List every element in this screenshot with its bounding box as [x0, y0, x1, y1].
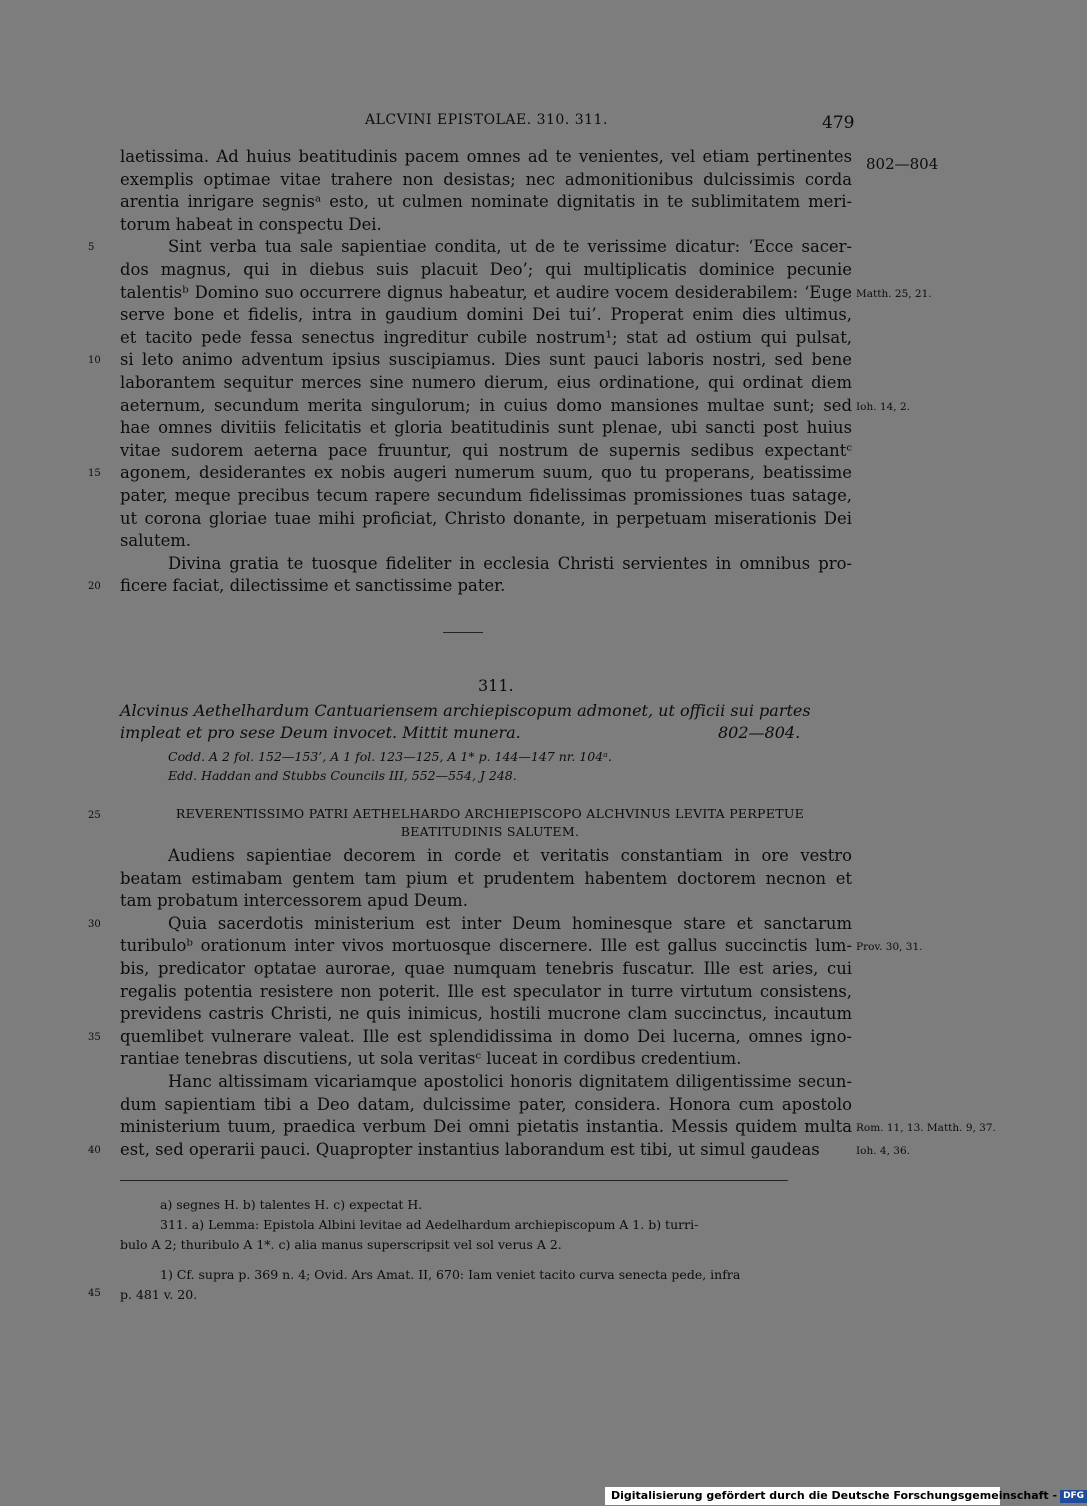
text-line: agonem, desiderantes ex nobis augeri numerum suum, quo tu properans, beatissime [120, 463, 852, 483]
dfg-credit-text: Digitalisierung gefördert durch die Deutsche Forschungsgemeinschaft - [611, 1489, 1058, 1502]
section-divider [443, 632, 483, 633]
text-line: Sint verba tua sale sapientiae condita, ut de te verissime dicatur: ‘Ecce sacer- [168, 237, 852, 257]
text-line: torum habeat in conspectu Dei. [120, 214, 382, 234]
text-line: laborantem sequitur merces sine numero dierum, eius ordinatione, qui ordinat diem [120, 373, 852, 392]
line-number: 40 [88, 1144, 101, 1156]
text-line: rantiae tenebras discutiens, ut sola veritasᶜ luceat in cordibus credentium. [120, 1049, 742, 1069]
text-line: tam probatum intercessorem apud Deum. [120, 891, 468, 911]
page-number: 479 [822, 113, 855, 133]
text-line: aeternum, secundum merita singulorum; in cuius domo mansiones multae sunt; sed [120, 395, 852, 415]
text-line: et tacito pede fessa senectus ingreditur cubile nostrum¹; stat ad ostium qui pulsat, [120, 327, 852, 347]
footnote-rule [120, 1180, 788, 1181]
text-line: Quia sacerdotis ministerium est inter Deum hominesque stare et sanctarum [168, 913, 852, 933]
dfg-credit-bar [605, 1487, 1085, 1505]
margin-reference: Ioh. 14, 2. [856, 400, 910, 413]
text-line: ficere faciat, dilectissime et sanctissime pater. [120, 576, 506, 596]
text-line: est, sed operarii pauci. Quapropter instantius laborandum est tibi, ut simul gaudeas [120, 1139, 820, 1159]
line-number: 10 [88, 355, 101, 367]
footnote-line: p. 481 v. 20. [120, 1287, 198, 1302]
letter-summary-line2 [120, 722, 852, 744]
footnote-line: bulo A 2; thuribulo A 1*. c) alia manus superscripsit vel sol verus A 2. [120, 1237, 562, 1252]
text-line: beatam estimabam gentem tam pium et prudentem habentem doctorem necnon et [120, 868, 852, 888]
margin-dates: 802—804 [866, 155, 939, 173]
line-number: 15 [88, 468, 101, 480]
footnote-line: 311. a) Lemma: Epistola Albini levitae ad Aedelhardum archiepiscopum A 1. b) turri- [160, 1217, 699, 1232]
text-line: quemlibet vulnerare valeat. Ille est splendidissima in domo Dei lucerna, omnes igno- [120, 1026, 852, 1046]
margin-reference: Ioh. 4, 36. [856, 1144, 910, 1157]
letter-summary-line1: Alcvinus Aethelhardum Cantuariensem archiepiscopum admonet, ut officii sui partes [120, 701, 811, 720]
text-line: dum sapientiam tibi a Deo datam, dulcissime pater, considera. Honora cum apostolo [120, 1094, 852, 1114]
running-title: ALCVINI EPISTOLAE. 310. 311. [365, 112, 608, 128]
text-line: arentia inrigare segnisᵃ esto, ut culmen nominate dignitatis in te sublimitatem meri- [120, 192, 852, 212]
line-number: 20 [88, 581, 101, 593]
text-line: Divina gratia te tuosque fideliter in ecclesia Christi servientes in omnibus pro- [168, 553, 852, 573]
letter-summary-dates: 802—804. [718, 723, 801, 742]
text-line: si leto animo adventum ipsius suscipiamus. Dies sunt pauci laboris nostri, sed bene [120, 350, 852, 370]
margin-reference: Matth. 25, 21. [856, 287, 932, 300]
text-line: talentisᵇ Domino suo occurrere dignus habeatur, et audire vocem desiderabilem: ‘Euge [120, 282, 852, 302]
text-line: previdens castris Christi, ne quis inimicus, hostili mucrone clam succinctus, incautum [120, 1004, 852, 1024]
text-line: dos magnus, qui in diebus suis placuit Deo’; qui multiplicatis dominice pecunie [120, 260, 852, 279]
text-line: Hanc altissimam vicariamque apostolici honoris dignitatem diligentissime secun- [168, 1072, 852, 1091]
letter-number: 311. [478, 676, 514, 695]
text-line: salutem. [120, 531, 192, 551]
text-line: serve bone et fidelis, intra in gaudium domini Dei tui’. Properat enim dies ultimus, [120, 305, 852, 325]
editions-note: Edd. Haddan and Stubbs Councils III, 552—554, J 248. [168, 768, 517, 783]
text-line: ut corona gloriae tuae mihi proficiat, Christo donante, in perpetuam miserationis Dei [120, 508, 852, 528]
footnote-line: 1) Cf. supra p. 369 n. 4; Ovid. Ars Amat. II, 670: Iam veniet tacito curva senecta pede, infra [160, 1267, 741, 1282]
line-number: 30 [88, 918, 101, 930]
text-line: exemplis optimae vitae trahere non desistas; nec admonitionibus dulcissimis corda [120, 169, 852, 189]
line-number: 5 [88, 242, 95, 254]
salutation-line1: REVERENTISSIMO PATRI AETHELHARDO ARCHIEPISCOPO ALCHVINUS LEVITA PERPETUE [175, 806, 805, 821]
line-number: 35 [88, 1031, 101, 1043]
margin-reference: Prov. 30, 31. [856, 941, 923, 954]
text-line: laetissima. Ad huius beatitudinis pacem omnes ad te venientes, vel etiam pertinentes [120, 147, 852, 166]
line-number: 45 [88, 1288, 101, 1299]
margin-reference: Rom. 11, 13. Matth. 9, 37. [856, 1122, 996, 1135]
text-line: pater, meque precibus tecum rapere secundum fidelissimas promissiones tuas satage, [120, 486, 852, 505]
codices-note: Codd. A 2 fol. 152—153’, A 1 fol. 123—125, A 1* p. 144—147 nr. 104ᵃ. [168, 749, 612, 764]
footnote-line: a) segnes H. b) talentes H. c) expectat H. [160, 1197, 423, 1212]
letter-summary-text: impleat et pro sese Deum invocet. Mittit munera. [120, 723, 521, 742]
text-line: vitae sudorem aeterna pace fruuntur, qui nostrum de supernis sedibus expectantᶜ [120, 440, 852, 460]
text-line: hae omnes divitiis felicitatis et gloria beatitudinis sunt plenae, ubi sancti post huius [120, 418, 852, 438]
text-line: turibuloᵇ orationum inter vivos mortuosque discernere. Ille est gallus succinctis lum- [120, 936, 852, 956]
line-number: 25 [88, 810, 101, 821]
text-line: bis, predicator optatae aurorae, quae numquam tenebris fuscatur. Ille est aries, cui [120, 959, 852, 978]
text-line: regalis potentia resistere non poterit. Ille est speculator in turre virtutum consistens, [120, 981, 852, 1001]
text-line: Audiens sapientiae decorem in corde et veritatis constantiam in ore vestro [168, 846, 852, 865]
dfg-logo: DFG [1060, 1490, 1087, 1503]
text-line: ministerium tuum, praedica verbum Dei omni pietatis instantia. Messis quidem multa [120, 1117, 852, 1137]
salutation-line2: BEATITUDINIS SALUTEM. [400, 824, 580, 839]
